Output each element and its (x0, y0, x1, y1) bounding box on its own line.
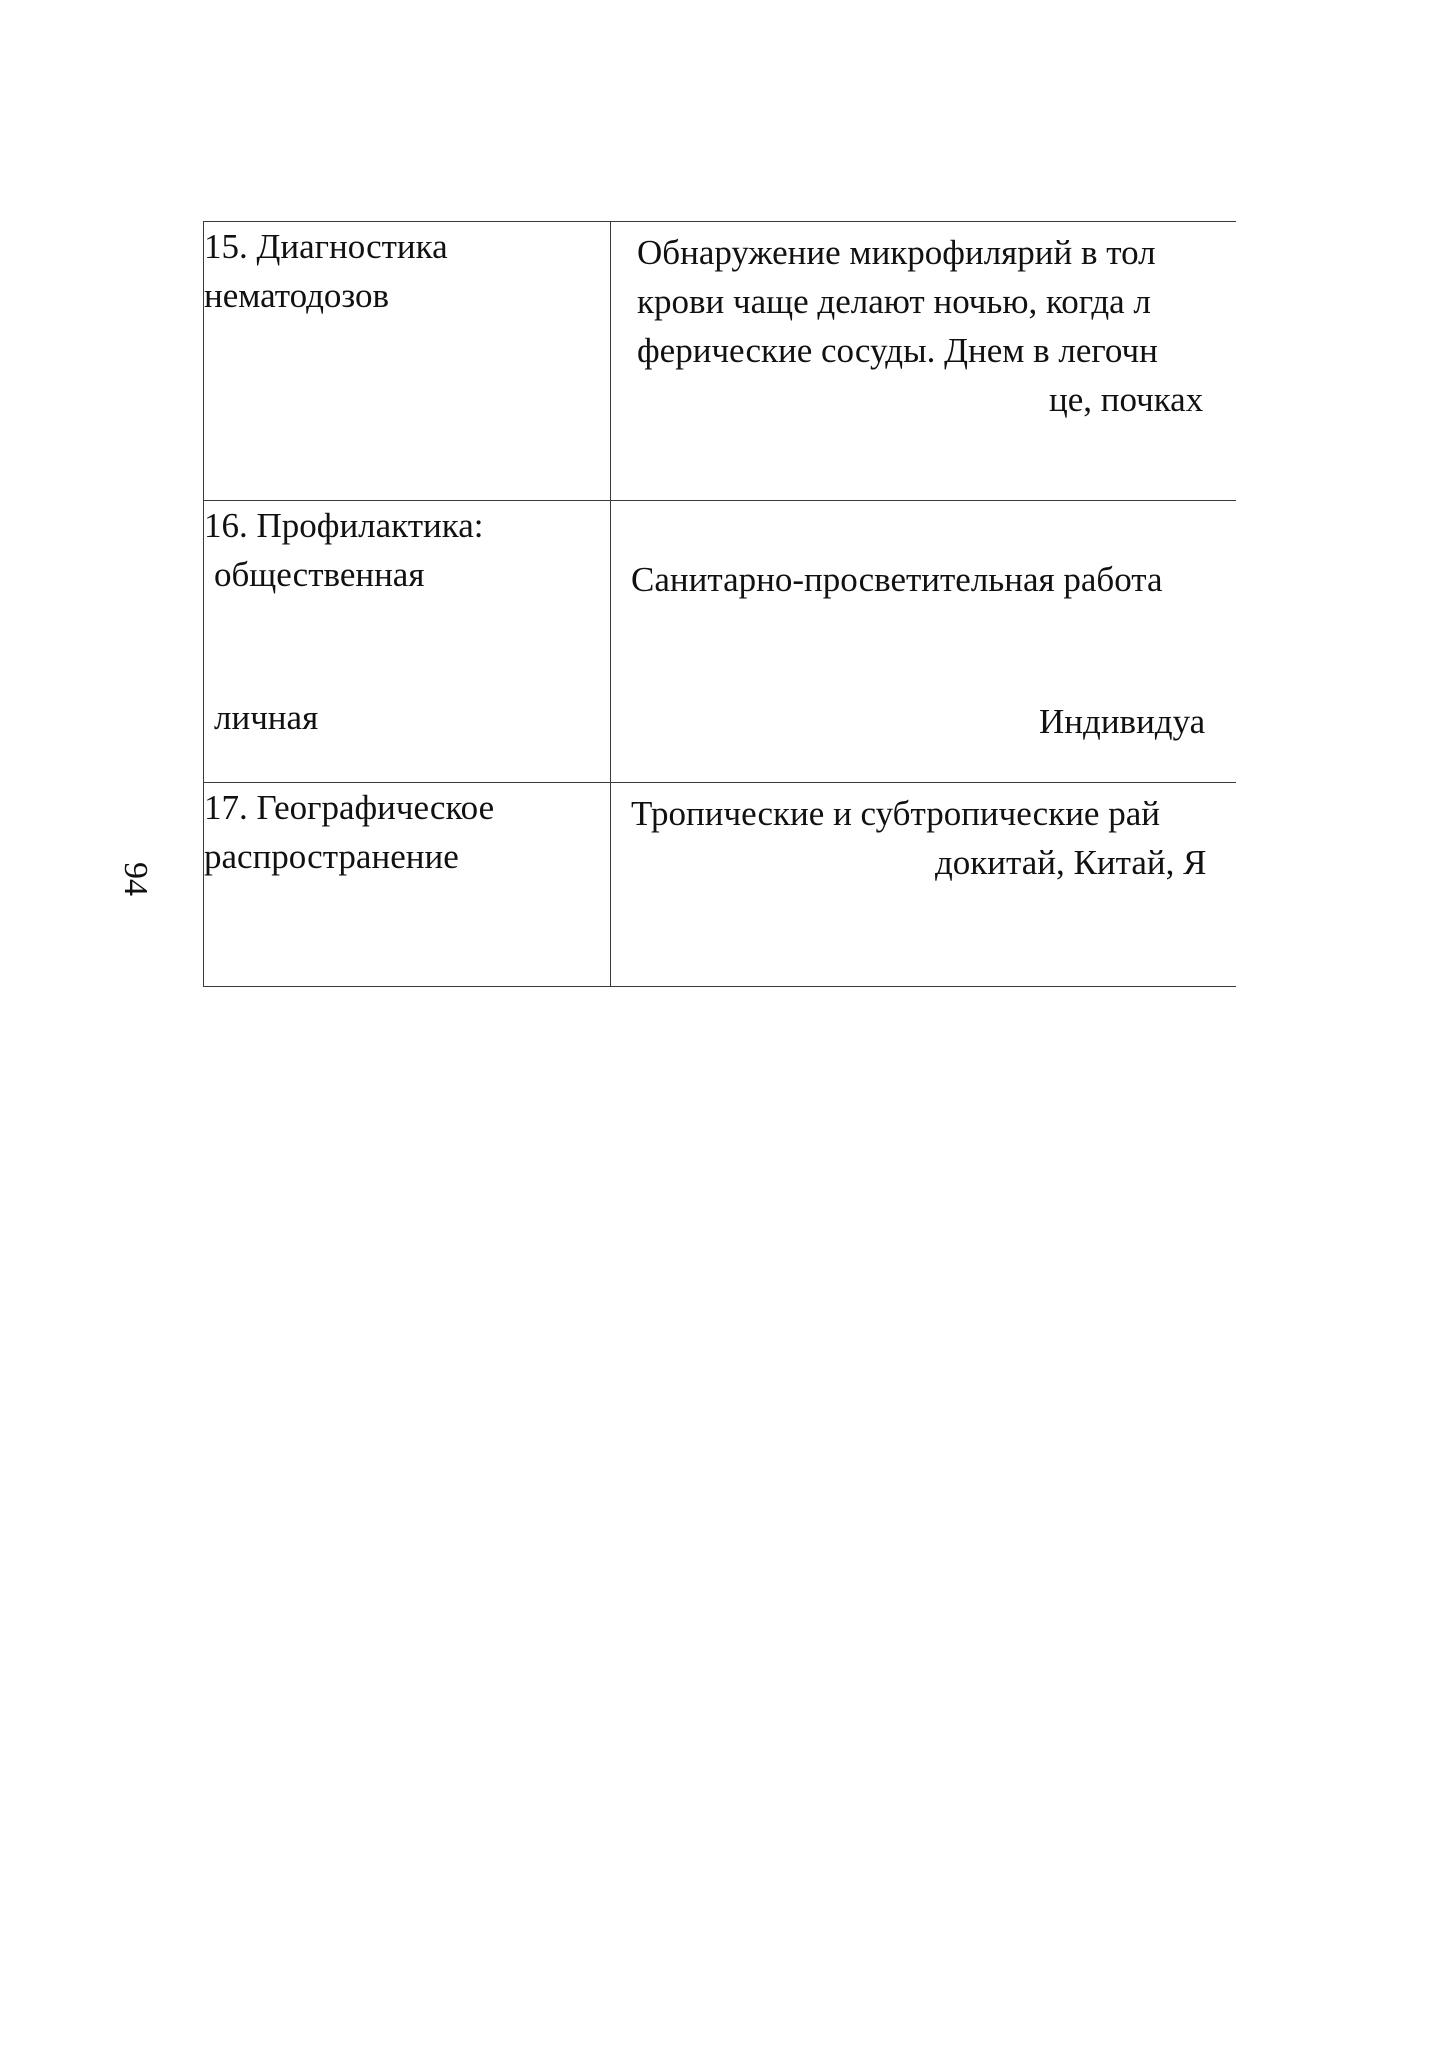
row-label-line: 17. Географическое (204, 788, 495, 827)
content-line: докитай, Китай, Я (935, 843, 1207, 882)
row-label-line: нематодозов (204, 276, 390, 315)
content-line: Индивидуа (1039, 702, 1206, 741)
row-label-line: 16. Профилактика: (204, 506, 484, 545)
content-line: ферические сосуды. Днем в легочн (637, 331, 1158, 370)
content-line: це, почках (1049, 380, 1204, 419)
row-label-cell (204, 222, 611, 501)
row-label-line: 15. Диагностика (204, 227, 448, 266)
content-line: Обнаружение микрофилярий в тол (637, 233, 1156, 272)
content-line: крови чаще делают ночью, когда л (637, 282, 1151, 321)
row-label-cell (204, 783, 611, 987)
table-row (204, 501, 1237, 783)
data-table (203, 221, 1236, 987)
row-label-line: распространение (204, 837, 459, 876)
row-content-cell (611, 501, 1237, 783)
row-label-line: общественная (214, 555, 425, 594)
content-line: Санитарно-просветительная работа (631, 560, 1163, 599)
table-row (204, 222, 1237, 501)
row-label-cell (204, 501, 611, 783)
page-number: 94 (117, 862, 154, 896)
row-content-cell (611, 222, 1237, 501)
row-content-cell (611, 783, 1237, 987)
row-label-line: личная (214, 698, 319, 737)
content-line: Тропические и субтропические рай (631, 794, 1160, 833)
table-viewport (203, 221, 1236, 991)
table-row (204, 783, 1237, 987)
